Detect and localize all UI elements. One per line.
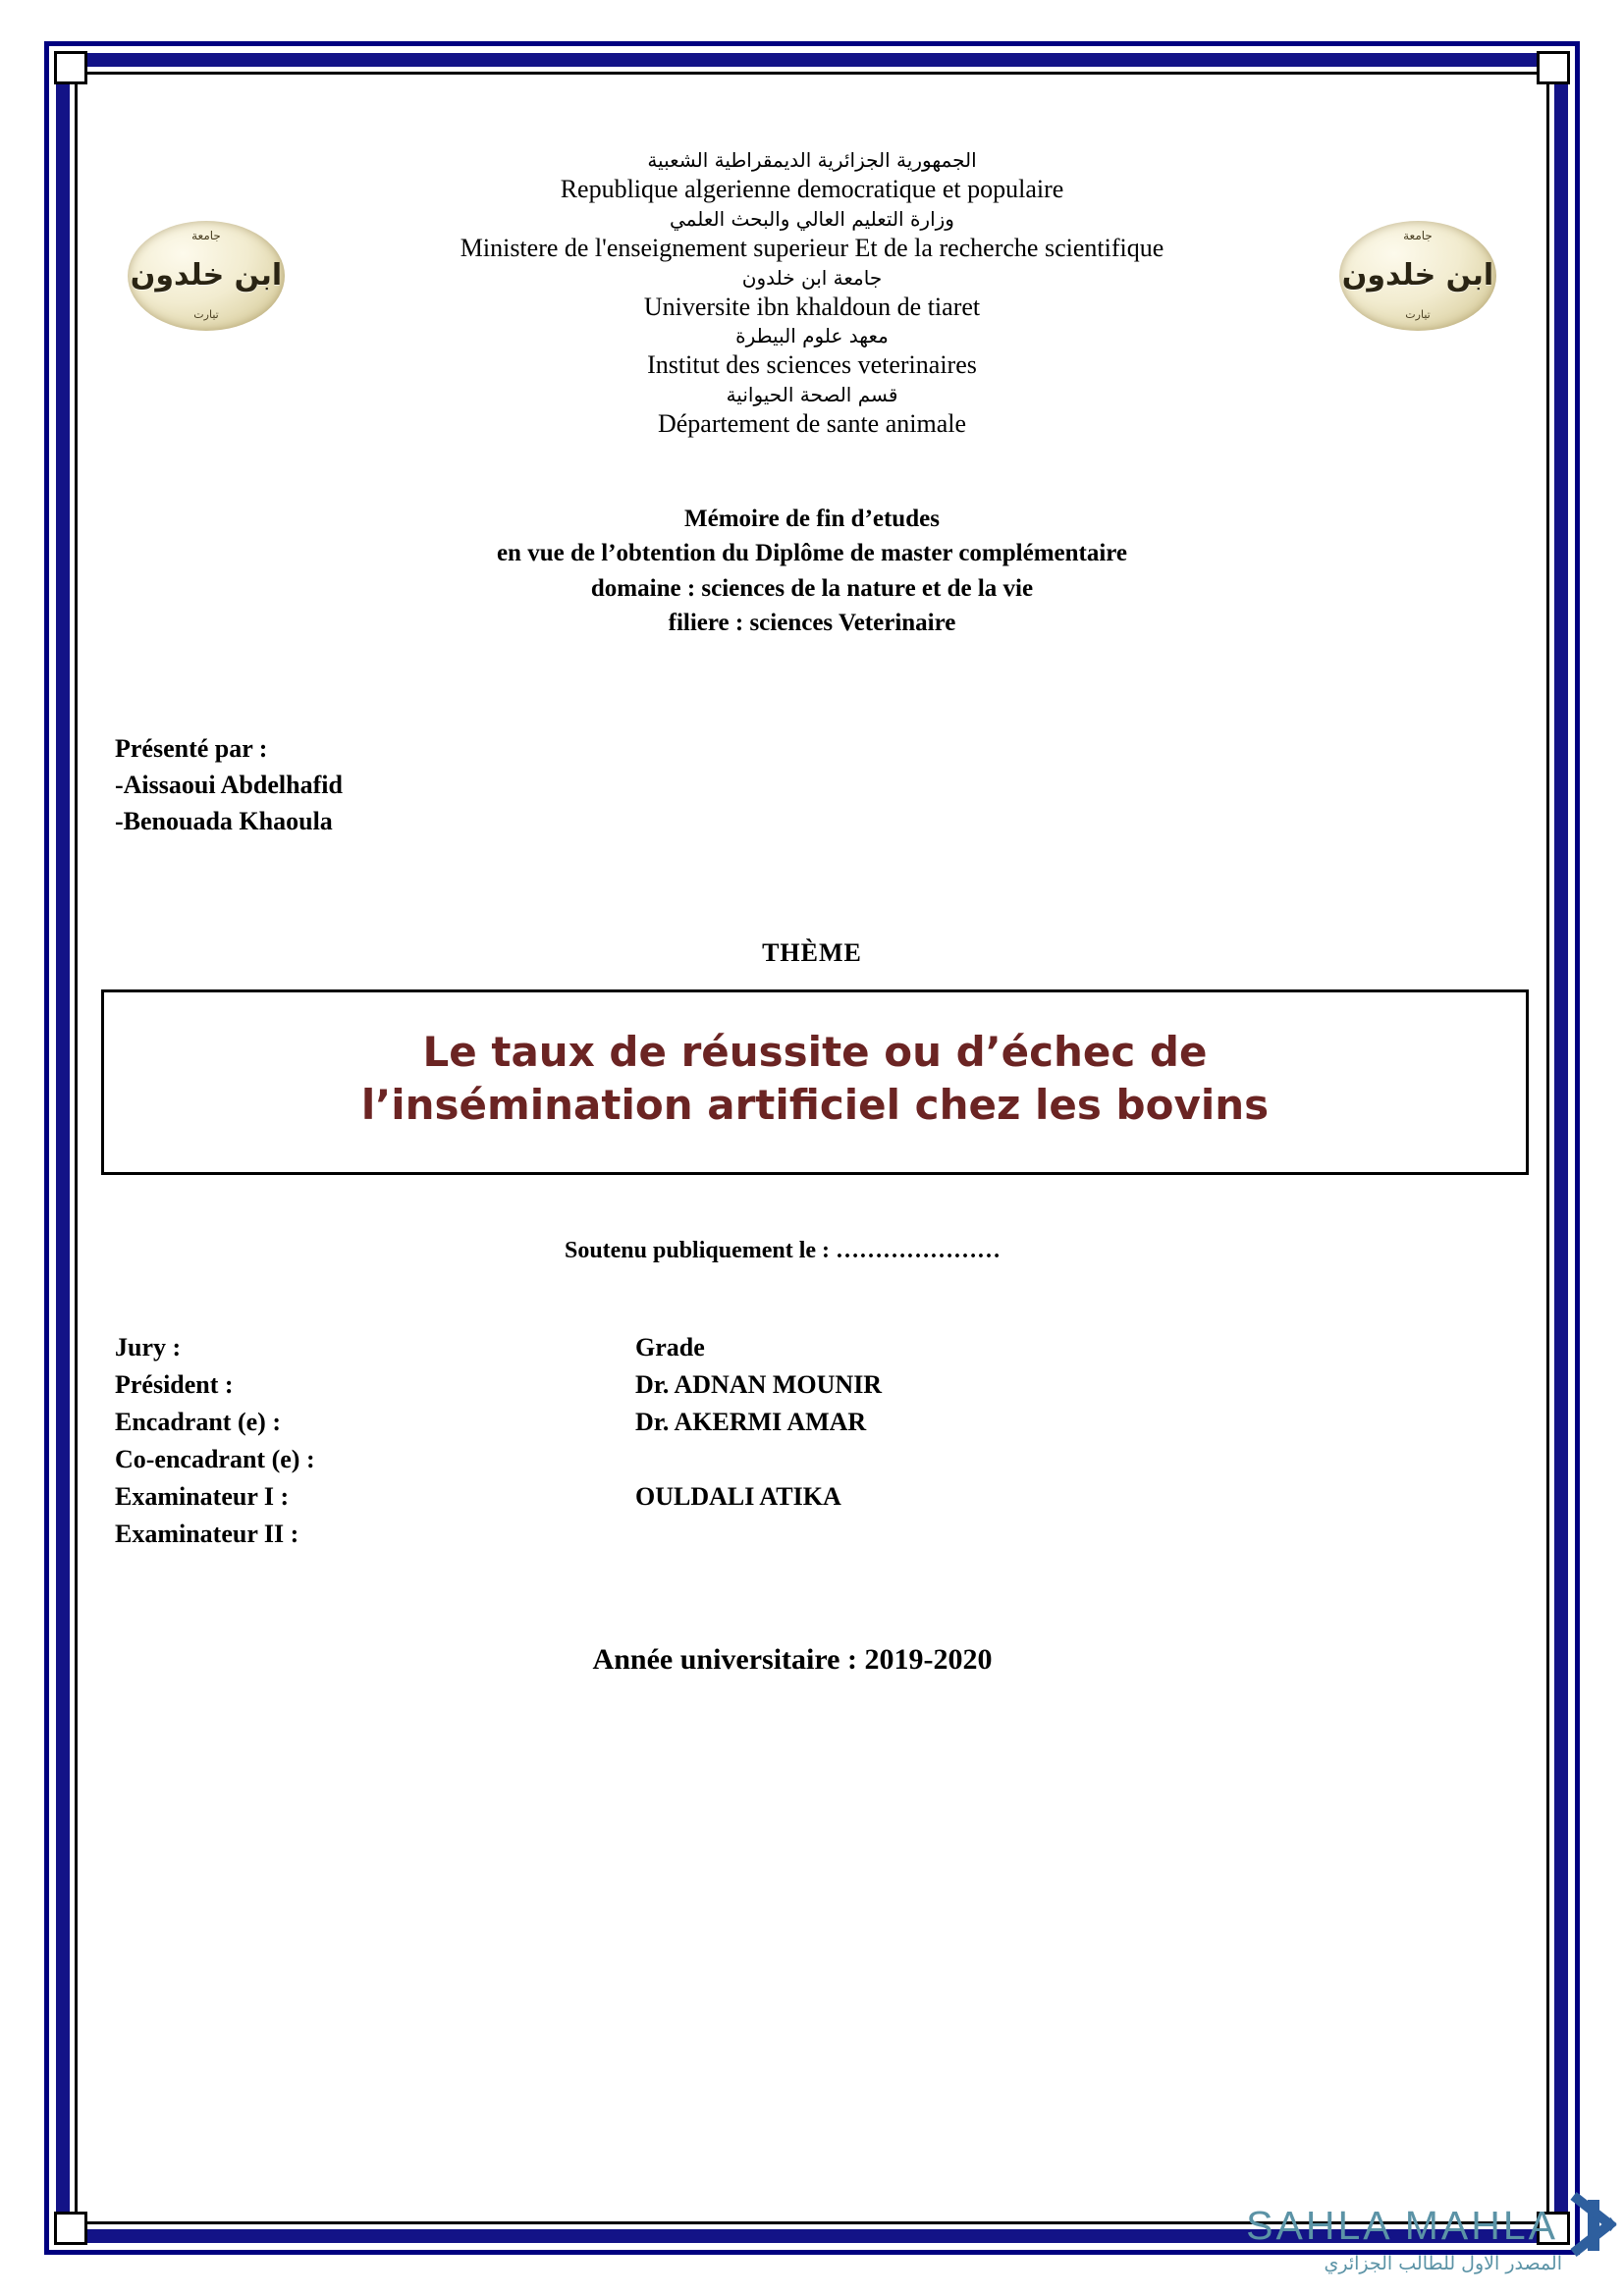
jury-role-president: Président : <box>115 1369 234 1399</box>
defense-date-line: Soutenu publiquement le : ………………… <box>564 1237 1001 1263</box>
header-line-university-ar: جامعة ابن خلدون <box>741 265 883 290</box>
border-corner-bottom-left <box>54 2212 87 2245</box>
seal-right-sub-text: تيارت <box>1405 308 1431 321</box>
header-line-ministry-fr: Ministere de l'enseignement superieur Et de la recherche scientifique <box>460 233 1164 262</box>
header-line-university-fr: Universite ibn khaldoun de tiaret <box>643 292 981 321</box>
thesis-title-line-2: l’insémination artificiel chez les bovins <box>360 1081 1270 1130</box>
jury-name-examinateur-2 <box>635 1516 1531 1553</box>
jury-section <box>115 1329 1531 1553</box>
border-corner-top-right <box>1537 51 1570 84</box>
author-name-1: -Aissaoui Abdelhafid <box>115 770 343 799</box>
seal-left-sub-text: تيارت <box>193 308 219 321</box>
university-seal-right-icon <box>1339 221 1496 331</box>
presented-by-label: Présenté par : <box>115 733 268 763</box>
header-line-ministry-ar: وزارة التعليم العالي والبحث العلمي <box>670 206 954 231</box>
author-name-2: -Benouada Khaoula <box>115 806 333 835</box>
jury-role-examinateur-2: Examinateur II : <box>115 1519 299 1548</box>
diploma-line-1: Mémoire de fin d’etudes <box>684 505 940 532</box>
jury-heading-right: Grade <box>635 1332 705 1362</box>
diploma-line-3: domaine : sciences de la nature et de la vie <box>590 574 1034 602</box>
header-line-country-fr: Republique algerienne democratique et populaire <box>560 175 1064 203</box>
presented-by-block <box>115 731 1531 840</box>
seal-right-script-text: ابن خلدون <box>1341 257 1494 293</box>
header-line-country-ar: الجمهورية الجزائرية الديمقراطية الشعبية <box>647 148 977 172</box>
jury-roles-column <box>115 1329 635 1553</box>
diploma-line-2: en vue de l’obtention du Diplôme de master complémentaire <box>496 540 1128 567</box>
seal-left-top-text: جامعة <box>191 229 221 242</box>
seal-left-script-text: ابن خلدون <box>130 257 283 293</box>
jury-role-examinateur-1: Examinateur I : <box>115 1481 290 1511</box>
watermark-brand-text: SAHLA MAHLA <box>1246 2202 1558 2248</box>
jury-heading-left: Jury : <box>115 1332 182 1362</box>
seal-right-top-text: جامعة <box>1403 229 1433 242</box>
jury-name-examinateur-1: OULDALI ATIKA <box>635 1481 841 1511</box>
university-seal-left-icon <box>128 221 285 331</box>
diploma-line-4: filiere : sciences Veterinaire <box>668 610 956 637</box>
diploma-statement <box>93 502 1531 641</box>
border-corner-top-left <box>54 51 87 84</box>
header-line-institute-ar: معهد علوم البيطرة <box>735 324 889 348</box>
watermark-tagline-text: المصدر الاول للطالب الجزائري <box>1324 2253 1562 2274</box>
header-line-department-ar: قسم الصحة الحيوانية <box>726 383 898 407</box>
theme-title-box <box>101 989 1529 1175</box>
thesis-title-line-1: Le taux de réussite ou d’échec de <box>422 1027 1208 1076</box>
jury-role-encadrant: Encadrant (e) : <box>115 1407 281 1436</box>
theme-label: THÈME <box>762 937 862 967</box>
academic-year-line: Année universitaire : 2019-2020 <box>592 1642 993 1676</box>
institution-header <box>93 93 1531 441</box>
jury-grades-column <box>635 1329 1531 1553</box>
jury-name-encadrant: Dr. AKERMI AMAR <box>635 1407 867 1436</box>
jury-name-co-encadrant <box>635 1441 1531 1478</box>
jury-role-co-encadrant: Co-encadrant (e) : <box>115 1444 315 1473</box>
header-line-department-fr: Département de sante animale <box>657 409 967 439</box>
jury-name-president: Dr. ADNAN MOUNIR <box>635 1369 883 1399</box>
border-corner-bottom-right <box>1537 2212 1570 2245</box>
header-line-institute-fr: Institut des sciences veterinaires <box>647 350 977 380</box>
page-content <box>93 93 1531 2203</box>
